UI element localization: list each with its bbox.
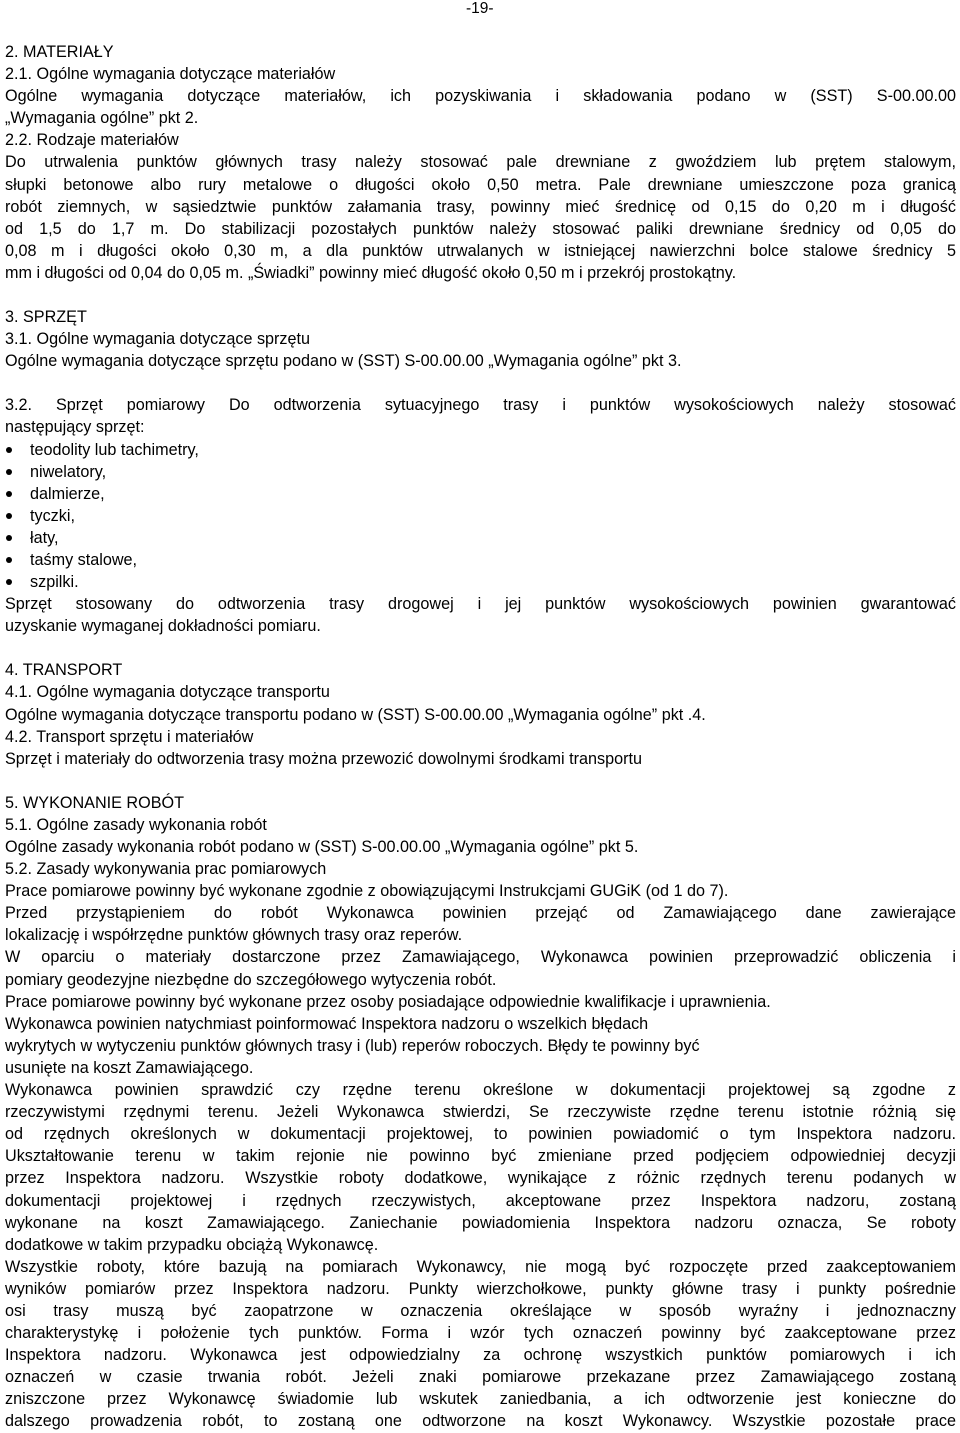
equipment-list-item: tyczki, — [5, 505, 956, 527]
equipment-list-item: teodolity lub tachimetry, — [5, 439, 956, 461]
paragraph-gap — [5, 770, 956, 792]
text-line: osi trasy muszą być zaopatrzone w oznaczenia określające w sposób wyraźny i jednoznaczny — [5, 1301, 956, 1320]
text-line: charakterystykę i położenie tych punktów. Forma i wzór tych oznaczeń powinny być zaakceptowane przez — [5, 1324, 956, 1343]
text-line: Ogólne zasady wykonania robót podano w (SST) S-00.00.00 „Wymagania ogólne” pkt 5. — [5, 838, 639, 856]
text-line: 5.2. Zasady wykonywania prac pomiarowych — [5, 860, 327, 879]
text-line: pomiary geodezyjne niezbędne do szczegółowego wytyczenia robót. — [5, 970, 497, 989]
text-line: dalszego prowadzenia robót, to zostaną one odtworzone na koszt Wykonawcy. Wszystkie pozostałe prace — [5, 1412, 956, 1431]
text-line: Ogólne wymagania dotyczące transportu podano w (SST) S-00.00.00 „Wymagania ogólne” pkt .4. — [5, 705, 706, 724]
text-line: uzyskanie wymaganej dokładności pomiaru. — [5, 617, 321, 636]
text-line: Sprzęt stosowany do odtworzenia trasy drogowej i jej punktów wysokościowych powinien gwarantować — [5, 595, 956, 614]
equipment-list-item: dalmierze, — [5, 483, 956, 505]
text-line: Ukształtowanie terenu w takim rejonie nie powinno być zmieniane przed podjęciem odpowiedniej decyzji — [5, 1147, 956, 1166]
text-line: wyników pomiarów przez Inspektora nadzoru. Punkty wierzchołkowe, punkty główne trasy i punkty pośrednie — [5, 1279, 956, 1298]
document-body — [5, 41, 956, 1433]
text-line: 4.1. Ogólne wymagania dotyczące transportu — [5, 683, 330, 702]
text-line: Ogólne wymagania dotyczące materiałów, ich pozyskiwania i składowania podano w (SST) S-00.00.00 — [5, 87, 956, 106]
text-line: wykrytych w wytyczeniu punktów głównych trasy i (lub) reperów roboczych. Błędy te powinny być — [5, 1036, 700, 1055]
text-line: usunięte na koszt Zamawiającego. — [5, 1058, 254, 1077]
text-line: Wykonawca powinien natychmiast poinformować Inspektora nadzoru o wszelkich błędach — [5, 1014, 649, 1033]
text-line: 2. MATERIAŁY — [5, 43, 114, 61]
text-line: 3. SPRZĘT — [5, 308, 87, 327]
text-line: 5. WYKONANIE ROBÓT — [5, 793, 184, 812]
text-line: 4.2. Transport sprzętu i materiałów — [5, 727, 254, 746]
equipment-list-item: łaty, — [5, 527, 956, 549]
text-line: Do utrwalenia punktów głównych trasy należy stosować pale drewniane z gwoździem lub prętem stalowym, — [5, 153, 956, 172]
text-line: Ogólne wymagania dotyczące sprzętu podano w (SST) S-00.00.00 „Wymagania ogólne” pkt 3. — [5, 352, 682, 371]
text-line: wykonane na koszt Zamawiającego. Zaniechanie powiadomienia Inspektora nadzoru oznacza, Se roboty — [5, 1213, 956, 1232]
section-materials-equipment — [5, 41, 956, 439]
text-line: „Wymagania ogólne” pkt 2. — [5, 109, 199, 128]
text-line: od rzędnych określonych w dokumentacji projektowej, to powinien powiadomić o tym Inspektora nadzoru. — [5, 1125, 956, 1144]
section-transport-execution — [5, 593, 956, 1432]
text-line: Prace pomiarowe powinny być wykonane przez osoby posiadające odpowiednie kwalifikacje i uprawnienia. — [5, 992, 771, 1011]
text-line: W oparciu o materiały dostarczone przez Zamawiającego, Wykonawca powinien przeprowadzić obliczenia i — [5, 948, 956, 967]
text-line: lokalizację i współrzędne punktów głównych trasy oraz reperów. — [5, 926, 463, 945]
paragraph-gap — [5, 284, 956, 306]
paragraph-gap — [5, 372, 956, 394]
text-line: następujący sprzęt: — [5, 418, 145, 437]
equipment-list-item: taśmy stalowe, — [5, 549, 956, 571]
text-line: 4. TRANSPORT — [5, 661, 123, 680]
text-line: 2.2. Rodzaje materiałów — [5, 131, 179, 150]
text-line: 3.1. Ogólne wymagania dotyczące sprzętu — [5, 330, 311, 349]
text-line: zniszczone przez Wykonawcę świadomie lub wskutek zaniedbania, a ich odtworzenie jest konieczne do — [5, 1390, 956, 1409]
text-line: Przed przystąpieniem do robót Wykonawca powinien przejąć od Zamawiającego dane zawierające — [5, 904, 956, 923]
text-line: oznaczeń w czasie trwania robót. Jeżeli znaki pomiarowe przekazane przez Zamawiającego zostaną — [5, 1368, 956, 1387]
paragraph-gap — [5, 637, 956, 659]
page-number: -19- — [466, 0, 494, 17]
text-line: Sprzęt i materiały do odtworzenia trasy można przewozić dowolnymi środkami transportu — [5, 749, 642, 768]
text-line: 2.1. Ogólne wymagania dotyczące materiałów — [5, 65, 336, 84]
text-line: rzeczywistymi rzędnymi terenu. Jeżeli Wykonawca stwierdzi, Se rzeczywiste rzędne terenu istotnie różnią się — [5, 1103, 956, 1122]
text-line: słupki betonowe albo rury metalowe o długości około 0,50 metra. Pale drewniane umieszczone poza granicą — [5, 175, 956, 194]
text-line: Wszystkie roboty, które bazują na pomiarach Wykonawcy, nie mogą być rozpoczęte przed zaakceptowaniem — [5, 1257, 956, 1276]
text-line: dodatkowe w takim przypadku obciążą Wykonawcę. — [5, 1235, 379, 1254]
text-line: Inspektora nadzoru. Wykonawca jest odpowiedzialny za ochronę wszystkich punktów pomiarowych i ich — [5, 1346, 956, 1365]
text-line: Wykonawca powinien sprawdzić czy rzędne terenu określone w dokumentacji projektowej są zgodne z — [5, 1081, 956, 1100]
text-line: 0,08 m i długości około 0,30 m, a dla punktów utrwalanych w istniejącej nawierzchni bolce stalowe średnicy 5 — [5, 241, 956, 260]
equipment-list-item: niwelatory, — [5, 461, 956, 483]
text-line: Prace pomiarowe powinny być wykonane zgodnie z obowiązującymi Instrukcjami GUGiK (od 1 do 7). — [5, 882, 729, 901]
text-line: robót ziemnych, w sąsiedztwie punktów załamania trasy, powinny mieć średnicę od 0,15 do 0,20 m i długość — [5, 197, 956, 216]
text-line: 5.1. Ogólne zasady wykonania robót — [5, 815, 267, 834]
text-line: od 1,5 do 1,7 m. Do stabilizacji pozostałych punktów należy stosować paliki drewniane średnicy od 0,05 do — [5, 219, 956, 238]
text-line: 3.2. Sprzęt pomiarowy Do odtworzenia sytuacyjnego trasy i punktów wysokościowych należy stosować — [5, 396, 956, 415]
text-line: dokumentacji projektowej i rzędnych rzeczywistych, akceptowane przez Inspektora nadzoru, zostaną — [5, 1191, 956, 1210]
equipment-list — [5, 439, 956, 594]
text-line: przez Inspektora nadzoru. Wszystkie roboty dodatkowe, wynikające z różnic rzędnych terenu podanych w — [5, 1169, 956, 1188]
equipment-list-item: szpilki. — [5, 571, 956, 593]
text-line: mm i długości od 0,04 do 0,05 m. „Świadki” powinny mieć długość około 0,50 m i przekrój prostokątny. — [5, 263, 737, 282]
